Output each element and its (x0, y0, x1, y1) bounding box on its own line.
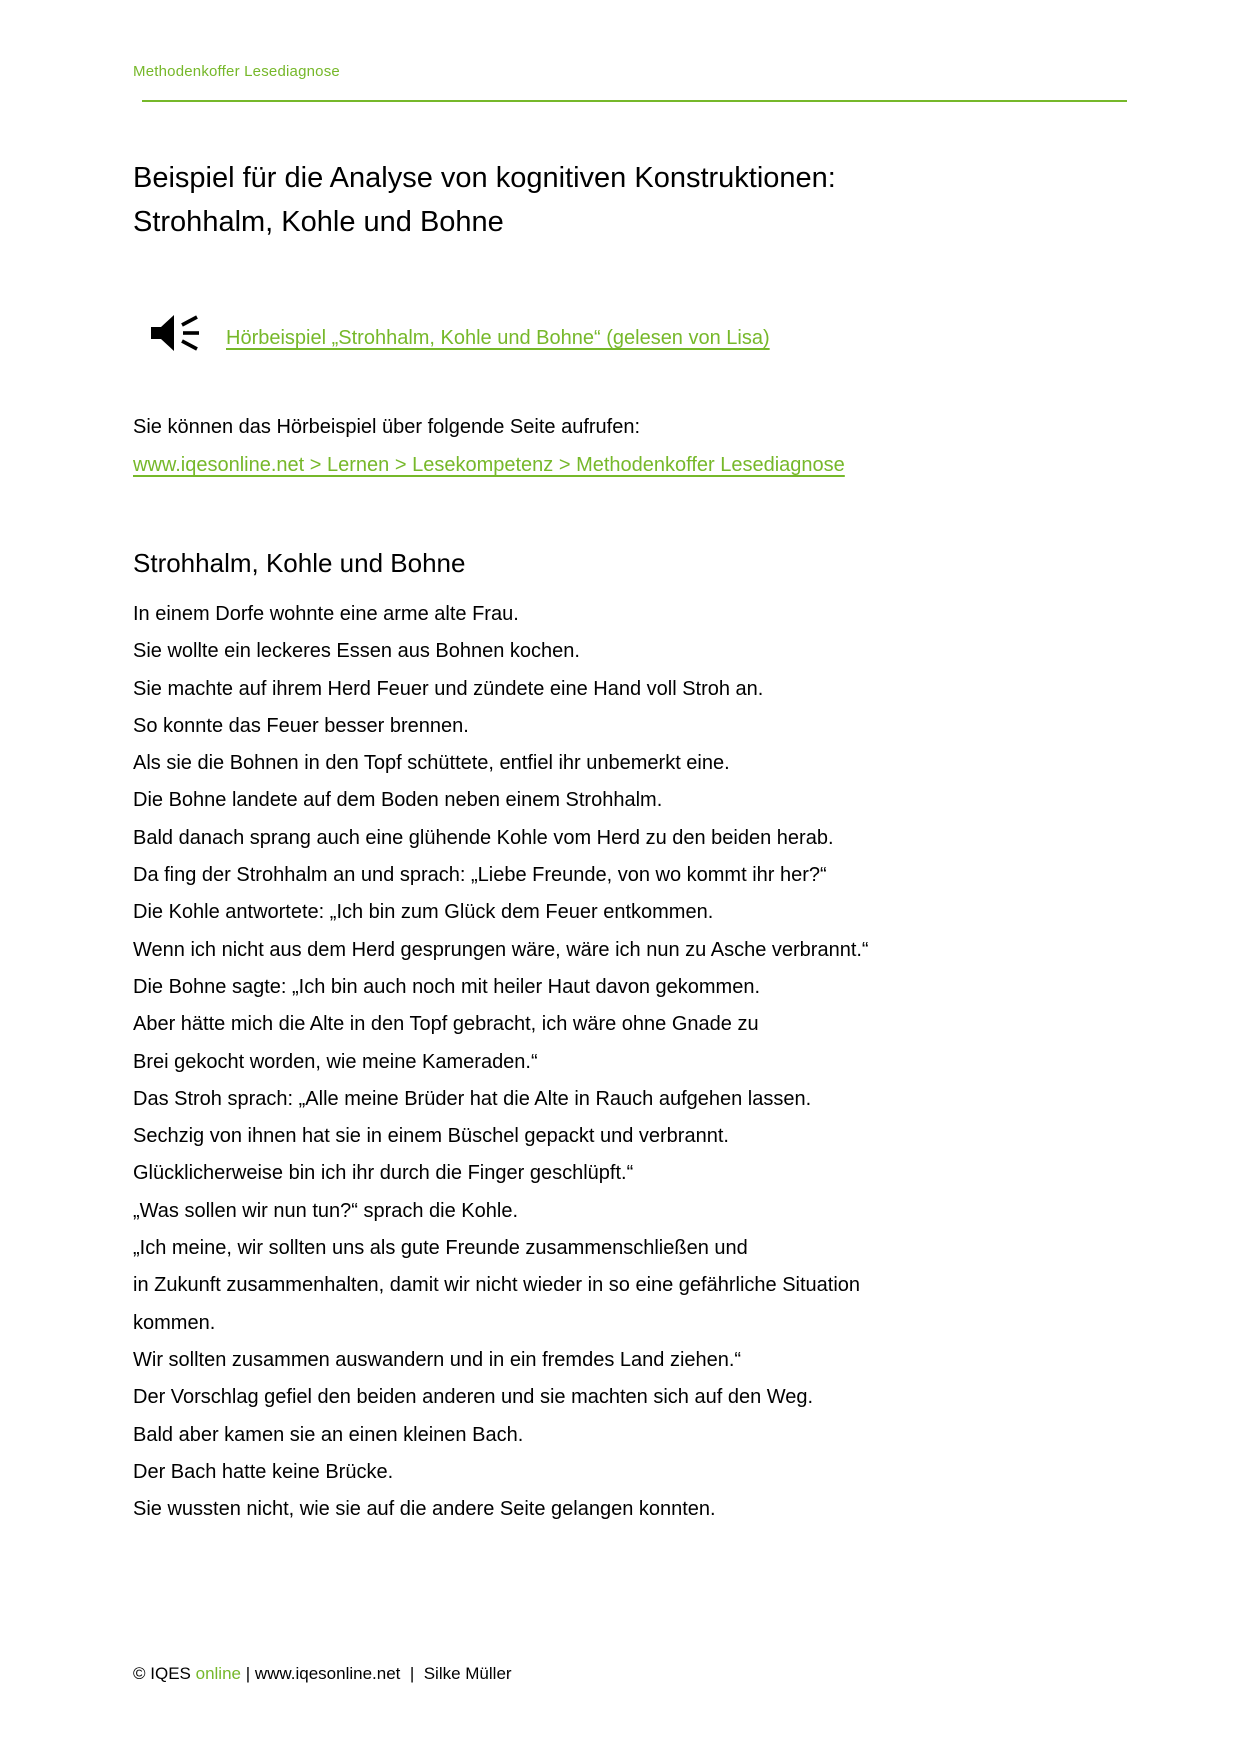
page-title (133, 156, 836, 244)
story-line: Der Bach hatte keine Brücke. (133, 1460, 394, 1483)
footer-brand-online: online (195, 1664, 241, 1683)
footer-copyright: © IQES (133, 1664, 196, 1683)
story-line: Die Bohne sagte: „Ich bin auch noch mit heiler Haut davon gekommen. (133, 975, 761, 998)
footer-separator: | (400, 1664, 424, 1683)
story-line: Sie wussten nicht, wie sie auf die andere Seite gelangen konnten. (133, 1498, 716, 1521)
story-line: Sechzig von ihnen hat sie in einem Büschel gepackt und verbrannt. (133, 1125, 729, 1148)
story-line: Brei gekocht worden, wie meine Kameraden.“ (133, 1050, 538, 1073)
page-title-line2: Strohhalm, Kohle und Bohne (133, 206, 504, 238)
story-line: Die Bohne landete auf dem Boden neben einem Strohhalm. (133, 789, 663, 812)
header-divider (142, 100, 1127, 102)
audio-example-link[interactable]: Hörbeispiel „Strohhalm, Kohle und Bohne“ (gelesen von Lisa) (226, 327, 770, 349)
story-line: in Zukunft zusammenhalten, damit wir nicht wieder in so eine gefährliche Situation (133, 1274, 861, 1297)
breadcrumb-link[interactable]: www.iqesonline.net > Lernen > Lesekompetenz > Methodenkoffer Lesediagnose (133, 454, 845, 476)
story-heading: Strohhalm, Kohle und Bohne (133, 548, 466, 578)
story-line: kommen. (133, 1311, 216, 1334)
story-line: Glücklicherweise bin ich ihr durch die Finger geschlüpft.“ (133, 1162, 634, 1185)
story-line: So konnte das Feuer besser brennen. (133, 714, 469, 737)
page-title-line1: Beispiel für die Analyse von kognitiven Konstruktionen: (133, 162, 836, 194)
story-line: Wir sollten zusammen auswandern und in ein fremdes Land ziehen.“ (133, 1348, 742, 1371)
story-line: Der Vorschlag gefiel den beiden anderen und sie machten sich auf den Weg. (133, 1386, 814, 1409)
story-line: „Ich meine, wir sollten uns als gute Freunde zusammenschließen und (133, 1237, 748, 1260)
story-line: „Was sollen wir nun tun?“ sprach die Kohle. (133, 1199, 518, 1222)
story-line: Aber hätte mich die Alte in den Topf gebracht, ich wäre ohne Gnade zu (133, 1013, 759, 1036)
story-line: In einem Dorfe wohnte eine arme alte Frau. (133, 603, 519, 625)
story-line: Das Stroh sprach: „Alle meine Brüder hat die Alte in Rauch aufgehen lassen. (133, 1087, 812, 1110)
speaker-icon (149, 311, 203, 355)
footer-author: Silke Müller (423, 1664, 512, 1683)
footer (133, 1664, 512, 1684)
access-note-text: Sie können das Hörbeispiel über folgende Seite aufrufen: (133, 416, 641, 438)
story-text (133, 596, 1133, 1528)
story-line: Als sie die Bohnen in den Topf schüttete, entfiel ihr unbemerkt eine. (133, 752, 730, 775)
story-line: Sie wollte ein leckeres Essen aus Bohnen kochen. (133, 640, 580, 663)
footer-site-url: www.iqesonline.net (254, 1664, 401, 1683)
document-header-text: Methodenkoffer Lesediagnose (133, 63, 340, 80)
story-line: Da fing der Strohhalm an und sprach: „Liebe Freunde, von wo kommt ihr her?“ (133, 864, 827, 887)
story-line: Die Kohle antwortete: „Ich bin zum Glück dem Feuer entkommen. (133, 901, 714, 924)
story-line: Bald aber kamen sie an einen kleinen Bach. (133, 1423, 524, 1446)
story-line: Wenn ich nicht aus dem Herd gesprungen wäre, wäre ich nun zu Asche verbrannt.“ (133, 938, 869, 961)
story-line: Bald danach sprang auch eine glühende Kohle vom Herd zu den beiden herab. (133, 826, 834, 849)
story-line: Sie machte auf ihrem Herd Feuer und zündete eine Hand voll Stroh an. (133, 677, 764, 700)
footer-separator: | (240, 1664, 255, 1683)
